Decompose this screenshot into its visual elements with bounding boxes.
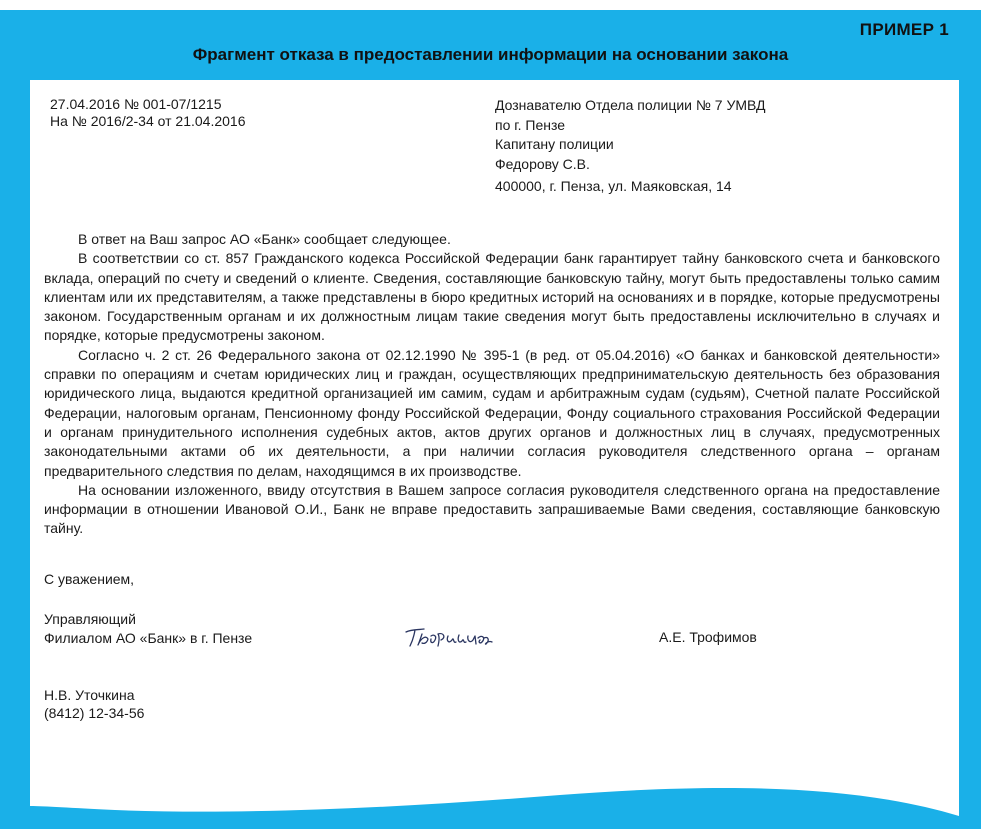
- executor-name: Н.В. Уточкина: [44, 687, 135, 703]
- addressee-line: Капитану полиции: [495, 136, 614, 152]
- page-title: Фрагмент отказа в предоставлении информации на основании закона: [192, 45, 789, 64]
- handwritten-signature: [404, 624, 494, 650]
- addressee-block: [495, 96, 766, 174]
- addressee-line: по г. Пензе: [495, 116, 566, 133]
- addressee-address: 400000, г. Пенза, ул. Маяковская, 14: [495, 178, 732, 194]
- white-header-band: [0, 0, 981, 10]
- addressee-line: Дознавателю Отдела полиции № 7 УМВД: [495, 97, 766, 113]
- ref-line: 27.04.2016 № 001-07/1215: [50, 96, 222, 112]
- signer-position: [44, 610, 252, 648]
- addressee-line: Федорову С.В.: [495, 155, 590, 172]
- body-paragraph: В ответ на Ваш запрос АО «Банк» сообщает следующее.: [78, 231, 451, 247]
- outgoing-reference: [50, 96, 246, 130]
- executor-phone: (8412) 12-34-56: [44, 705, 145, 721]
- body-paragraph: На основании изложенного, ввиду отсутствия в Вашем запросе согласия руководителя следственного органа на предоставление информации в отношении Ивановой О.И., Банк не вправе предоставить запрашиваемые Вами сведения, составляющие банковскую тайну.: [44, 481, 940, 537]
- executor-block: [44, 686, 144, 722]
- signer-name: А.Е. Трофимов: [659, 629, 757, 645]
- position-line: Филиалом АО «Банк» в г. Пензе: [44, 630, 253, 646]
- body-paragraph: Согласно ч. 2 ст. 26 Федерального закона от 02.12.1990 № 395-1 (в ред. от 05.04.2016) «О банках и банковской деятельности» справки по операциям и счетам юридических лиц и граждан, осуществляющих предпринимательскую деятельность без образования юридического лица, выдаются кредитной организацией им самим, судам и арбитражным судам (судьям), Счетной палате Российской Федерации, налоговым органам, Пенсионному фонду Российской Федерации, Фонду социального страхования Российской Федерации и органам принудительного исполнения судебных актов, актов других органов и должностных лиц в случаях, предусмотренных законодательными актами об их деятельности, а при наличии согласия руководителя следственного органа – органам предварительного следствия по делам, находящимся в их производстве.: [44, 346, 940, 479]
- body-paragraph: В соответствии со ст. 857 Гражданского кодекса Российской Федерации банк гарантирует тайну банковского счета и банковского вклада, операций по счету и сведений о клиенте. Сведения, составляющие банковскую тайну, могут быть предоставлены только самим клиентам или их представителям, а также представлены в бюро кредитных историй на основаниях и в порядке, которые предусмотрены законом. Государственным органам и их должностным лицам такие сведения могут быть предоставлены исключительно в случаях и порядке, которые предусмотрены законом.: [44, 250, 940, 344]
- example-label: ПРИМЕР 1: [859, 20, 949, 39]
- ref-line: На № 2016/2-34 от 21.04.2016: [50, 113, 246, 129]
- closing-phrase: С уважением,: [44, 571, 135, 587]
- letter-body: [44, 230, 940, 539]
- position-line: Управляющий: [44, 611, 136, 627]
